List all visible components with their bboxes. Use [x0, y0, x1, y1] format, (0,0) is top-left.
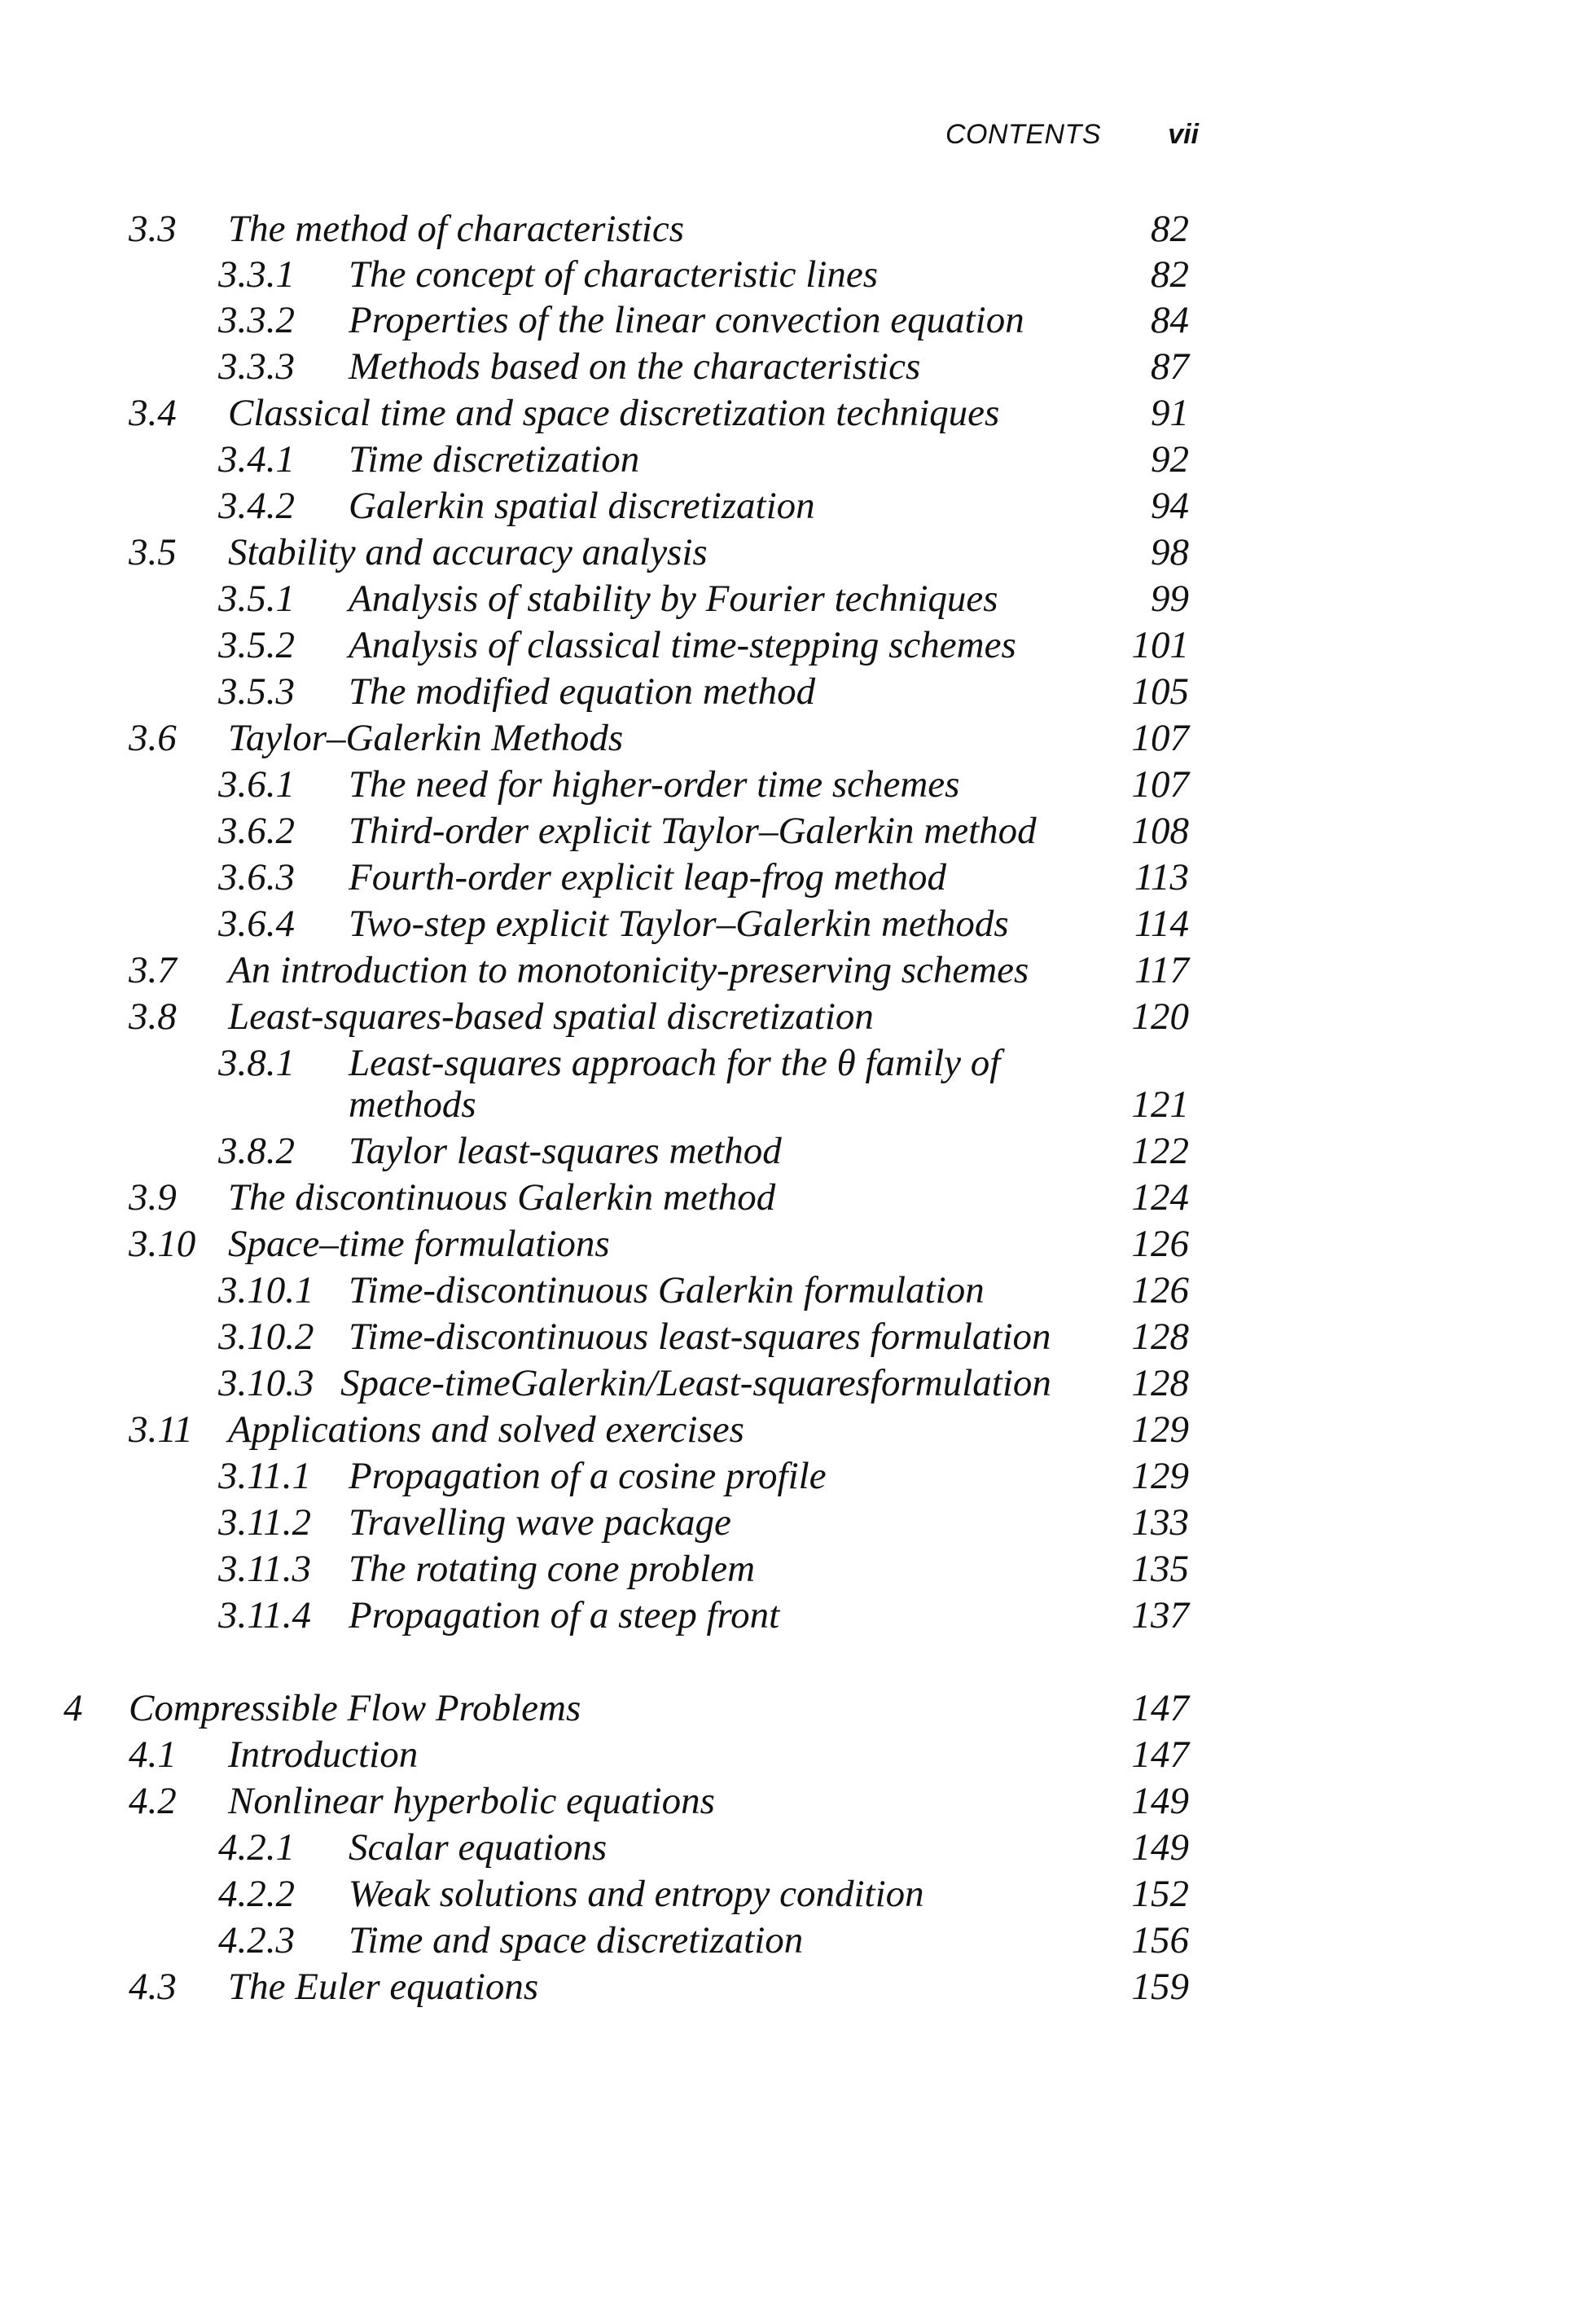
- subsection-title: Time and space discretization: [349, 1919, 804, 1962]
- page-number: 126: [1131, 1223, 1189, 1265]
- subsection-number: 4.2.2: [218, 1873, 295, 1915]
- page-number: 124: [1131, 1176, 1189, 1219]
- running-head-page-number: vii: [1168, 119, 1199, 150]
- subsection-number: 3.11.4: [218, 1594, 312, 1636]
- subsection-number: 3.11.3: [218, 1548, 312, 1590]
- page-number: 87: [1151, 345, 1189, 388]
- page-number: 91: [1151, 392, 1189, 434]
- page-number: 149: [1131, 1780, 1189, 1822]
- page-number: 159: [1131, 1966, 1189, 2008]
- page-number: 84: [1151, 299, 1189, 341]
- subsection-title: Propagation of a cosine profile: [349, 1455, 827, 1497]
- section-title: The Euler equations: [228, 1966, 539, 2008]
- section-title: An introduction to monotonicity-preserving schemes: [228, 949, 1029, 991]
- section-title: The method of characteristics: [228, 208, 685, 250]
- section-title: Least-squares-based spatial discretization: [228, 995, 874, 1038]
- page-number: 107: [1131, 763, 1189, 806]
- subsection-title: Time-discontinuous Galerkin formulation: [349, 1269, 985, 1311]
- subsection-number: 3.8.2: [218, 1130, 295, 1172]
- page-number: 99: [1151, 578, 1189, 620]
- page-number: 135: [1131, 1548, 1189, 1590]
- subsection-title: The modified equation method: [349, 670, 816, 713]
- page-number: 94: [1151, 485, 1189, 527]
- subsection-title: Space-timeGalerkin/Least-squaresformulation: [340, 1362, 1051, 1404]
- page-number: 105: [1131, 670, 1189, 713]
- subsection-number: 3.6.2: [218, 810, 295, 852]
- section-number: 3.3: [129, 208, 177, 250]
- section-title: Taylor–Galerkin Methods: [228, 717, 624, 759]
- subsection-title: Analysis of stability by Fourier techniques: [349, 578, 998, 620]
- running-head-label: CONTENTS: [945, 119, 1101, 150]
- page-number: 82: [1151, 208, 1189, 250]
- page-number: 113: [1134, 856, 1189, 898]
- subsection-number: 3.4.2: [218, 485, 295, 527]
- section-number: 3.6: [129, 717, 177, 759]
- subsection-number: 3.6.4: [218, 903, 295, 945]
- page-number: 107: [1131, 717, 1189, 759]
- section-number: 3.5: [129, 531, 177, 573]
- section-title: Nonlinear hyperbolic equations: [228, 1780, 715, 1822]
- section-title: The discontinuous Galerkin method: [228, 1176, 776, 1219]
- page-number: 152: [1131, 1873, 1189, 1915]
- section-number: 4.3: [129, 1966, 177, 2008]
- subsection-title: Weak solutions and entropy condition: [349, 1873, 924, 1915]
- page-number: 114: [1134, 903, 1189, 945]
- subsection-number: 3.6.3: [218, 856, 295, 898]
- page-number: 147: [1131, 1687, 1189, 1729]
- section-number: 3.10: [129, 1223, 196, 1265]
- subsection-number: 3.5.1: [218, 578, 295, 620]
- page-number: 117: [1134, 949, 1189, 991]
- page-number: 98: [1151, 531, 1189, 573]
- subsection-title: The concept of characteristic lines: [349, 253, 879, 296]
- section-title: Classical time and space discretization techniques: [228, 392, 1000, 434]
- page-number: 129: [1131, 1408, 1189, 1451]
- subsection-number: 3.11.1: [218, 1455, 312, 1497]
- subsection-title: Taylor least-squares method: [349, 1130, 782, 1172]
- subsection-number: 3.5.3: [218, 670, 295, 713]
- page-number: 133: [1131, 1501, 1189, 1544]
- subsection-number: 3.6.1: [218, 763, 295, 806]
- section-number: 4.1: [129, 1733, 177, 1776]
- page-number: 82: [1151, 253, 1189, 296]
- page-number: 122: [1131, 1130, 1189, 1172]
- section-number: 3.7: [129, 949, 177, 991]
- subsection-number: 3.5.2: [218, 624, 295, 666]
- subsection-number: 3.8.1: [218, 1042, 295, 1084]
- subsection-title: Least-squares approach for the θ family of: [349, 1042, 1001, 1084]
- chapter-title: Compressible Flow Problems: [129, 1687, 581, 1729]
- subsection-title: Methods based on the characteristics: [349, 345, 921, 388]
- page-number: 121: [1131, 1083, 1189, 1126]
- subsection-number: 4.2.3: [218, 1919, 295, 1962]
- section-number: 3.9: [129, 1176, 177, 1219]
- section-title: Stability and accuracy analysis: [228, 531, 708, 573]
- subsection-number: 3.10.1: [218, 1269, 314, 1311]
- section-number: 3.8: [129, 995, 177, 1038]
- page-number: 147: [1131, 1733, 1189, 1776]
- section-number: 3.11: [129, 1408, 193, 1451]
- subsection-title: Two-step explicit Taylor–Galerkin methods: [349, 903, 1009, 945]
- subsection-number: 3.10.3: [218, 1362, 314, 1404]
- subsection-title: Propagation of a steep front: [349, 1594, 780, 1636]
- page-number: 149: [1131, 1826, 1189, 1869]
- subsection-title: The need for higher-order time schemes: [349, 763, 960, 806]
- subsection-title: Properties of the linear convection equation: [349, 299, 1024, 341]
- subsection-number: 3.11.2: [218, 1501, 312, 1544]
- subsection-number: 3.3.3: [218, 345, 295, 388]
- section-title: Introduction: [228, 1733, 419, 1776]
- chapter-number: 4: [64, 1687, 83, 1729]
- subsection-title: The rotating cone problem: [349, 1548, 756, 1590]
- subsection-number: 4.2.1: [218, 1826, 295, 1869]
- subsection-number: 3.10.2: [218, 1316, 314, 1358]
- section-number: 3.4: [129, 392, 177, 434]
- subsection-title: Third-order explicit Taylor–Galerkin method: [349, 810, 1037, 852]
- subsection-title: Scalar equations: [349, 1826, 608, 1869]
- section-title: Applications and solved exercises: [228, 1408, 744, 1451]
- subsection-title: Time discretization: [349, 438, 640, 481]
- page-number: 126: [1131, 1269, 1189, 1311]
- subsection-number: 3.3.1: [218, 253, 295, 296]
- subsection-title: Analysis of classical time-stepping schemes: [349, 624, 1016, 666]
- subsection-title-continuation: methods: [349, 1083, 476, 1126]
- section-number: 4.2: [129, 1780, 177, 1822]
- page-number: 129: [1131, 1455, 1189, 1497]
- subsection-title: Time-discontinuous least-squares formulation: [349, 1316, 1051, 1358]
- page-number: 120: [1131, 995, 1189, 1038]
- page-number: 137: [1131, 1594, 1189, 1636]
- page-number: 156: [1131, 1919, 1189, 1962]
- subsection-title: Travelling wave package: [349, 1501, 731, 1544]
- page-number: 128: [1131, 1316, 1189, 1358]
- page-number: 101: [1131, 624, 1189, 666]
- section-title: Space–time formulations: [228, 1223, 610, 1265]
- subsection-number: 3.3.2: [218, 299, 295, 341]
- subsection-number: 3.4.1: [218, 438, 295, 481]
- subsection-title: Galerkin spatial discretization: [349, 485, 815, 527]
- subsection-title: Fourth-order explicit leap-frog method: [349, 856, 947, 898]
- page-number: 92: [1151, 438, 1189, 481]
- page-number: 108: [1131, 810, 1189, 852]
- page-number: 128: [1131, 1362, 1189, 1404]
